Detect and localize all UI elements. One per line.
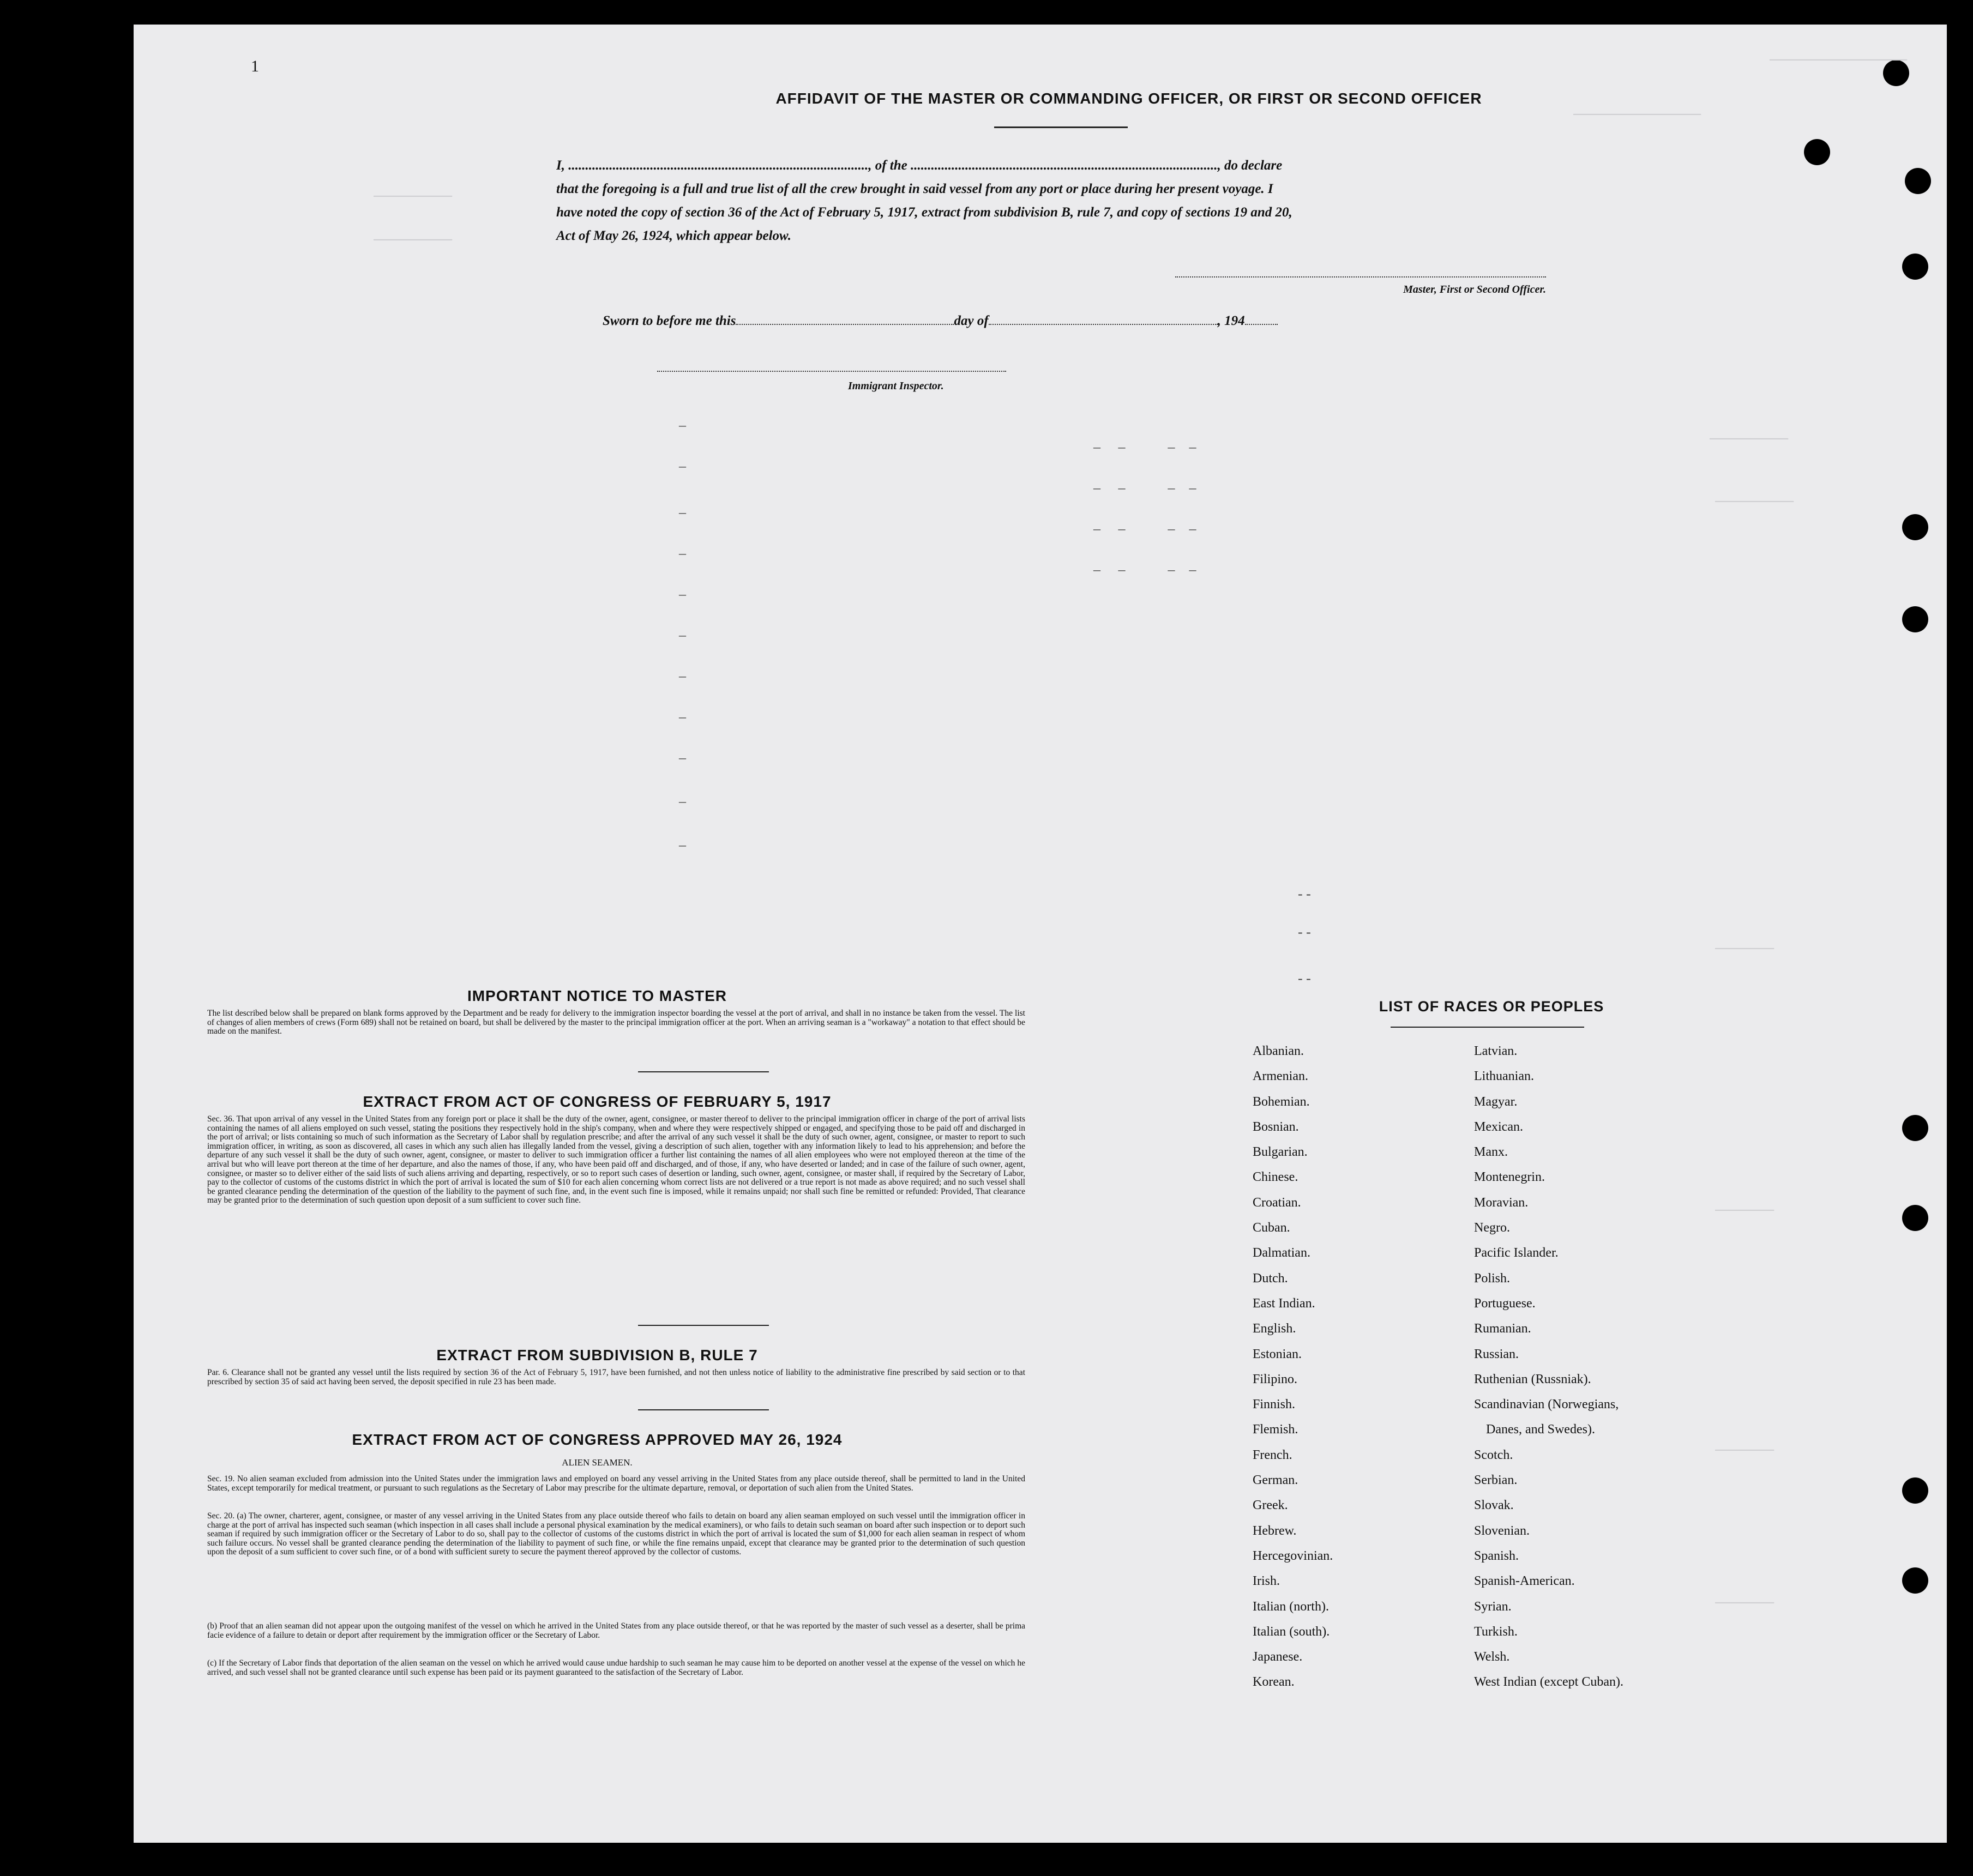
race-item: Manx. (1474, 1145, 1508, 1160)
race-item: Mexican. (1474, 1119, 1523, 1134)
bleed-through-line: ──────── (374, 188, 453, 207)
bleed-through-line: ──────── (1715, 493, 1794, 512)
race-item: Estonian. (1253, 1347, 1302, 1361)
dash-mark: – (679, 458, 686, 474)
sworn-day-label: day of (954, 313, 989, 328)
affidavit-line: have noted the copy of section 36 of the Act of February 5, 1917, extract from subdivision B, rule 7, and copy of sections 19 and 20, (556, 205, 1292, 220)
affidavit-title: AFFIDAVIT OF THE MASTER OR COMMANDING OFFICER, OR FIRST OR SECOND OFFICER (775, 90, 1482, 107)
affidavit-line: that the foregoing is a full and true list of all the crew brought in said vessel from any port or place during her present voyage. I (556, 182, 1273, 196)
dash-mark: – (679, 504, 686, 520)
dash-mark: – (679, 668, 686, 684)
race-item: Danes, and Swedes). (1486, 1422, 1595, 1437)
race-item: Pacific Islander. (1474, 1246, 1559, 1260)
inspector-signature-line (657, 371, 1006, 372)
race-item: Serbian. (1474, 1473, 1518, 1488)
race-item: Dalmatian. (1253, 1246, 1310, 1260)
bleed-through-line: ──────── (374, 232, 453, 250)
extract-rule7-text: Par. 6. Clearance shall not be granted any vessel until the lists required by section 36 of the Act of February 5, 1917, have been furnished, and not then unless notice of liability to the administrative fine prescribed by said section or to that prescribed by section 35 of said act having been served, the deposit specified in rule 23 has been made. (207, 1368, 1025, 1386)
affidavit-line: Act of May 26, 1924, which appear below. (556, 228, 792, 243)
dash-mark: - - (1298, 970, 1311, 986)
race-item: Scandinavian (Norwegians, (1474, 1397, 1619, 1412)
race-item: Lithuanian. (1474, 1069, 1534, 1084)
race-item: Greek. (1253, 1498, 1288, 1513)
race-item: Japanese. (1253, 1650, 1303, 1664)
binder-hole (1902, 1567, 1928, 1594)
race-item: Montenegrin. (1474, 1170, 1545, 1185)
dash-mark: – (679, 709, 686, 725)
bleed-through-line: ───────────── (1573, 106, 1701, 125)
race-item: Slovak. (1474, 1498, 1514, 1513)
divider (638, 1325, 769, 1326)
extract-1917-text: Sec. 36. That upon arrival of any vessel in the United States from any foreign port or place it shall be the duty of the owner, agent, consignee, or master thereof to deliver to the principal immigration officer in charge of the port of arrival lists containing the names of all aliens employed on such vessel, stating the positions they respectively hold in the ship's company, when and where they were respectively shipped or engaged, and specifying those to be paid off and discharged in the port of arrival; or lists containing so much of such information as the Secretary of Labor shall by regulation prescribe; and after the arrival of any such vessel it shall be the duty of such owner, agent, consignee, or master to report to such immigration officer, in writing, as soon as discovered, all cases in which any such alien has illegally landed from the vessel, giving a description of such alien, together with any information likely to lead to his apprehension; and before the departure of any such vessel it shall be the duty of such owner, agent, consignee, or master to deliver to such immigration officer a further list containing the names of all alien employees who were not employed thereon at the time of the arrival but who will leave port thereon at the time of her departure, and also the names of those, if any, who have been paid off and discharged, and of those, if any, who have deserted or landed; and in case of the failure of such owner, agent, consignee, or master so to deliver either of the said lists of such aliens arriving and departing, respectively, or so to report such cases of desertion or landing, such owner, agent, consignee, or master shall, if required by the Secretary of Labor, pay to the collector of customs of the customs district in which the port of arrival is located the sum of $10 for each alien concerning whom correct lists are not delivered or a true report is not made as above required; and no such vessel shall be granted clearance pending the determination of the question of the liability to the payment of such fine, and, in the event such fine is imposed, while it remains unpaid; nor shall such fine be remitted or refunded: Provided, That clearance may be granted prior to the determination of such question upon deposit of a sum sufficient to cover such fine. (207, 1114, 1025, 1205)
binder-hole (1804, 139, 1830, 165)
race-item: Cuban. (1253, 1221, 1290, 1235)
divider (994, 126, 1128, 128)
binder-hole (1902, 254, 1928, 280)
race-item: Welsh. (1474, 1650, 1510, 1664)
race-item: Syrian. (1474, 1599, 1512, 1614)
extract-1917-title: EXTRACT FROM ACT OF CONGRESS OF FEBRUARY 5, 1917 (363, 1093, 832, 1110)
bleed-through-line: ────── (1715, 1202, 1775, 1221)
race-item: Korean. (1253, 1675, 1295, 1690)
race-item: Bohemian. (1253, 1094, 1310, 1109)
dash-mark: – (679, 545, 686, 561)
race-item: French. (1253, 1447, 1292, 1462)
race-item: Finnish. (1253, 1397, 1296, 1412)
bleed-through-line: ────────────── (1770, 52, 1908, 70)
dash-mark: – (679, 586, 686, 602)
notice-text: The list described below shall be prepared on blank forms approved by the Department and be ready for delivery to the immigration inspector boarding the vessel at the port of arrival, and shall in no instance be taken from the vessel. The list of changes of alien members of crews (Form 689) shall not be retained on board, but shall be delivered by the master to the principal immigration officer at the port. When an arriving seaman is a "workaway" a notation to that effect should be made on the manifest. (207, 1009, 1025, 1036)
divider (1391, 1027, 1584, 1028)
extract-1924-subtitle: ALIEN SEAMEN. (562, 1457, 633, 1468)
race-item: English. (1253, 1322, 1296, 1336)
race-item: Rumanian. (1474, 1322, 1531, 1336)
dash-mark: – (679, 417, 686, 433)
dash-mark: – – – – (1093, 480, 1196, 496)
race-item: Croatian. (1253, 1195, 1301, 1210)
sworn-year-label: , 194 (1217, 313, 1245, 328)
race-item: German. (1253, 1473, 1298, 1488)
dash-mark: – (679, 837, 686, 853)
bleed-through-line: ────── (1715, 1595, 1775, 1613)
race-item: Chinese. (1253, 1170, 1298, 1185)
race-item: Albanian. (1253, 1044, 1304, 1058)
race-item: Ruthenian (Russniak). (1474, 1372, 1591, 1386)
race-item: Spanish-American. (1474, 1574, 1575, 1589)
dash-mark: – – – – (1093, 439, 1196, 455)
race-item: Hebrew. (1253, 1523, 1297, 1538)
dash-mark: - - (1298, 924, 1311, 940)
race-item: Filipino. (1253, 1372, 1298, 1386)
race-item: Portuguese. (1474, 1296, 1536, 1311)
notice-title: IMPORTANT NOTICE TO MASTER (467, 987, 727, 1004)
sworn-prefix: Sworn to before me this (603, 313, 736, 328)
binder-hole (1902, 514, 1928, 540)
race-item: Italian (south). (1253, 1624, 1330, 1639)
binder-hole (1902, 606, 1928, 632)
dash-mark: – (679, 750, 686, 765)
document-page (134, 25, 1947, 1843)
master-signature-line (1175, 276, 1546, 278)
page-number: 1 (251, 57, 259, 75)
races-list-right (1474, 1039, 1623, 1695)
race-item: Scotch. (1474, 1447, 1513, 1462)
dash-mark: – (679, 627, 686, 643)
extract-1924-sec20a: Sec. 20. (a) The owner, charterer, agent, consignee, or master of any vessel arriving in the United States from any place outside thereof who fails to detain on board any alien seaman employed on such vessel until the immigration officer in charge at the port of arrival has inspected such seaman (which inspection in all cases shall include a personal physical examination by the medical examiners), or who fails to detain such seaman on board after such inspection or to deport such seaman if required by such immigration officer or the Secretary of Labor to do so, shall pay to the collector of customs of the customs district in which the port of arrival is located the sum of $1,000 for each alien seaman in respect of whom such failure occurs. No vessel shall be granted clearance pending the determination of the liability to payment of such fine, or while the fine remains unpaid, except that clearance may be granted prior to the determination of such question upon the deposit of a sum sufficient to cover such fine, or of a bond with sufficient surety to secure the payment thereof approved by the collector of customs. (207, 1511, 1025, 1557)
binder-hole (1905, 168, 1931, 194)
race-item: Italian (north). (1253, 1599, 1329, 1614)
extract-1924-sec19: Sec. 19. No alien seaman excluded from admission into the United States under the immigration laws and employed on board any vessel arriving in the United States from any place outside thereof, shall be permitted to land in the United States, except temporarily for medical treatment, or pursuant to such regulations as the Secretary of Labor may prescribe for the ultimate departure, removal, or deportation of such alien from the United States. (207, 1474, 1025, 1493)
race-item: West Indian (except Cuban). (1474, 1675, 1623, 1690)
races-title: LIST OF RACES OR PEOPLES (1379, 998, 1604, 1015)
race-item: Armenian. (1253, 1069, 1308, 1084)
race-item: Spanish. (1474, 1548, 1519, 1563)
extract-1924-sec20b: (b) Proof that an alien seaman did not appear upon the outgoing manifest of the vessel on which he arrived in the United States from any place outside thereof, or that he was reported by the master of such vessel as a deserter, shall be prima facie evidence of a failure to detain or deport after requirement by the immigration officer or the Secretary of Labor. (207, 1621, 1025, 1640)
race-item: Latvian. (1474, 1044, 1518, 1058)
inspector-label: Immigrant Inspector. (848, 380, 944, 392)
extract-1924-title: EXTRACT FROM ACT OF CONGRESS APPROVED MAY 26, 1924 (352, 1431, 843, 1448)
dash-mark: - - (1298, 886, 1311, 902)
race-item: Polish. (1474, 1271, 1511, 1286)
race-item: Dutch. (1253, 1271, 1288, 1286)
extract-1924-sec20c: (c) If the Secretary of Labor finds that deportation of the alien seaman on the vessel on which he arrived would cause undue hardship to such seaman he may cause him to be deported on another vessel at the expense of the vessel on which he arrived, and such vessel shall not be granted clearance until such expense has been paid or its payment guaranteed to the satisfaction of the Secretary of Labor. (207, 1658, 1025, 1677)
master-signature-label: Master, First or Second Officer. (1403, 283, 1546, 295)
affidavit-body (556, 154, 1701, 248)
race-item: Bosnian. (1253, 1119, 1299, 1134)
dash-mark: – – – – (1093, 521, 1196, 536)
sworn-line (603, 313, 1278, 329)
race-item: East Indian. (1253, 1296, 1315, 1311)
bleed-through-line: ────── (1715, 1442, 1775, 1461)
binder-hole (1902, 1115, 1928, 1141)
races-list-left (1253, 1039, 1333, 1695)
race-item: Hercegovinian. (1253, 1548, 1333, 1563)
race-item: Moravian. (1474, 1195, 1529, 1210)
dash-mark: – (679, 793, 686, 809)
race-item: Bulgarian. (1253, 1145, 1308, 1160)
race-item: Magyar. (1474, 1094, 1518, 1109)
extract-rule7-title: EXTRACT FROM SUBDIVISION B, RULE 7 (436, 1347, 758, 1364)
race-item: Negro. (1474, 1221, 1510, 1235)
dash-mark: – – – – (1093, 562, 1196, 577)
binder-hole (1902, 1477, 1928, 1504)
affidavit-line: I, ........................................................................................, of the .........................................................................................., do declare (556, 158, 1283, 173)
binder-hole (1902, 1205, 1928, 1231)
race-item: Turkish. (1474, 1624, 1518, 1639)
bleed-through-line: ──────── (1710, 431, 1789, 449)
bleed-through-line: ────── (1715, 940, 1775, 959)
divider (638, 1071, 769, 1072)
divider (638, 1409, 769, 1410)
race-item: Irish. (1253, 1574, 1280, 1589)
race-item: Flemish. (1253, 1422, 1298, 1437)
race-item: Slovenian. (1474, 1523, 1530, 1538)
race-item: Russian. (1474, 1347, 1519, 1361)
